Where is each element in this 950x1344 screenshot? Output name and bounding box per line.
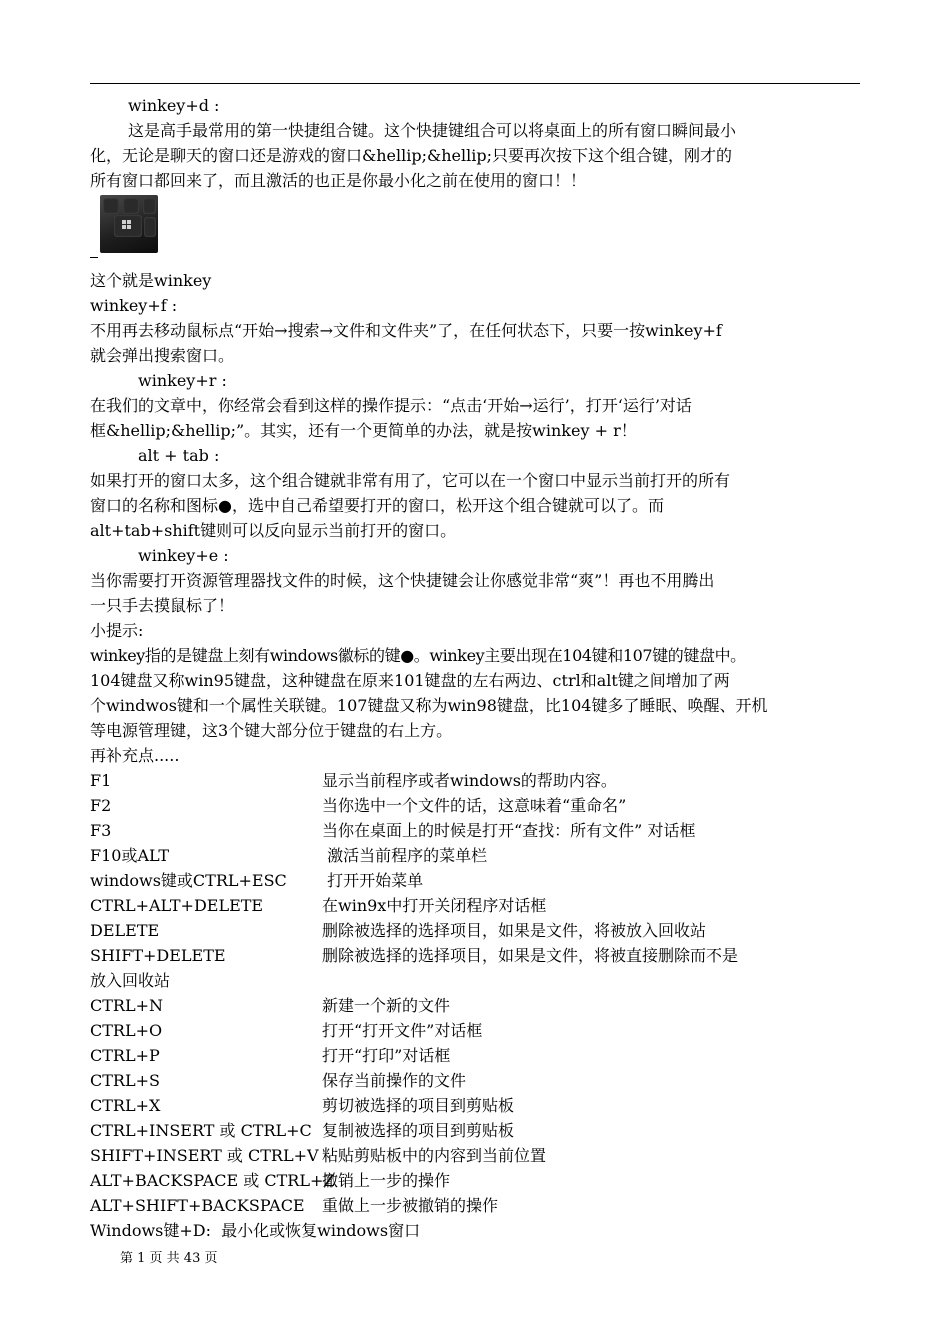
paragraph-line: 这是高手最常用的第一快捷组合键。这个快捷键组合可以将桌面上的所有窗口瞬间最小 [128,121,737,140]
paragraph-line: 不用再去移动鼠标点“开始→搜索→文件和文件夹”了，在任何状态下，只要一按winkey+f [90,321,722,340]
shortcut-key: F1 [90,771,112,790]
tip-title: 小提示: [90,621,144,640]
shortcut-row [90,1168,865,1193]
shortcut-row [90,1193,865,1218]
shortcut-key: CTRL+P [90,1046,160,1065]
shortcut-desc: 删除被选择的选择项目，如果是文件，将被直接删除而不是 [322,946,739,965]
shortcut-row [90,1018,865,1043]
shortcut-last-line: Windows键+D: 最小化或恢复windows窗口 [90,1221,421,1240]
shortcut-desc: 打开“打印”对话框 [322,1046,451,1065]
shortcut-table [90,768,865,1243]
tip-line: 等电源管理键，这3个键大部分位于键盘的右上方。 [90,721,453,740]
shortcut-desc: 显示当前程序或者windows的帮助内容。 [322,771,617,790]
shortcut-desc: 剪切被选择的项目到剪贴板 [322,1096,515,1115]
paragraph-line: alt+tab+shift键则可以反向显示当前打开的窗口。 [90,521,457,540]
shortcut-desc: 打开“打开文件”对话框 [322,1021,483,1040]
shortcut-desc: 在win9x中打开关闭程序对话框 [322,896,547,915]
heading-alt-tab: alt + tab : [138,446,220,465]
heading-winkey-d: winkey+d : [128,96,220,115]
paragraph-line: 如果打开的窗口太多，这个组合键就非常有用了，它可以在一个窗口中显示当前打开的所有 [90,471,731,490]
shortcut-key: F2 [90,796,112,815]
paragraph-line: 化，无论是聊天的窗口还是游戏的窗口&hellip;&hellip;只要再次按下这个组合键，刚才的 [90,146,733,165]
shortcut-desc: 打开开始菜单 [322,871,424,890]
shortcut-key: CTRL+O [90,1021,163,1040]
shortcut-row [90,843,865,868]
shortcut-desc: 复制被选择的项目到剪贴板 [322,1121,515,1140]
shortcut-row [90,868,865,893]
heading-winkey-f: winkey+f : [90,296,178,315]
paragraph-line: 窗口的名称和图标●，选中自己希望要打开的窗口，松开这个组合键就可以了。而 [90,496,664,515]
shortcut-row [90,768,865,793]
shortcut-desc: 重做上一步被撤销的操作 [322,1196,499,1215]
paragraph-line: 一只手去摸鼠标了！ [90,596,235,615]
shortcut-row [90,1043,865,1068]
paragraph-line: 在我们的文章中，你经常会看到这样的操作提示：“点击‘开始→运行’，打开‘运行’对话 [90,396,692,415]
shortcut-desc: 激活当前程序的菜单栏 [322,846,488,865]
shortcut-key: ALT+BACKSPACE 或 CTRL+Z [90,1171,335,1190]
shortcut-key: CTRL+ALT+DELETE [90,896,264,915]
shortcut-key: ALT+SHIFT+BACKSPACE [90,1196,305,1215]
shortcut-row [90,1093,865,1118]
shortcut-row [90,943,865,968]
image-caption: 这个就是winkey [90,271,212,290]
header-rule [90,83,860,84]
tip-line: 104键盘又称win95键盘，这种键盘在原来101键盘的左右两边、ctrl和alt键之间增加了两 [90,671,730,690]
paragraph-line: 所有窗口都回来了，而且激活的也正是你最小化之前在使用的窗口！！ [90,171,587,190]
shortcut-desc: 删除被选择的选择项目，如果是文件，将被放入回收站 [322,921,707,940]
image-anchor-mark [90,249,98,258]
paragraph-line: 就会弹出搜索窗口。 [90,346,235,365]
shortcut-key: F10或ALT [90,846,170,865]
shortcut-row [90,793,865,818]
tip-line: winkey指的是键盘上刻有windows徽标的键●。winkey主要出现在104键和107键的键盘中。 [90,646,746,665]
shortcut-key: CTRL+S [90,1071,160,1090]
heading-winkey-r: winkey+r : [138,371,227,390]
shortcut-row [90,1068,865,1093]
shortcut-row [90,1143,865,1168]
shortcut-key: SHIFT+DELETE [90,946,226,965]
paragraph-line: 当你需要打开资源管理器找文件的时候，这个快捷键会让你感觉非常“爽”！再也不用腾出 [90,571,715,590]
heading-winkey-e: winkey+e : [138,546,229,565]
windows-logo-icon [122,220,132,230]
shortcut-row [90,1118,865,1143]
shortcut-key: windows键或CTRL+ESC [90,871,287,890]
document-body [90,93,865,1243]
shortcut-row [90,918,865,943]
shortcut-desc-continuation: 放入回收站 [90,971,171,990]
page-footer: 第 1 页 共 43 页 [120,1251,218,1266]
shortcut-desc: 粘贴剪贴板中的内容到当前位置 [322,1146,547,1165]
shortcut-row [90,818,865,843]
shortcut-row [90,893,865,918]
shortcut-desc: 当你在桌面上的时候是打开“查找：所有文件” 对话框 [322,821,696,840]
shortcut-desc: 新建一个新的文件 [322,996,451,1015]
more-heading: 再补充点..... [90,746,180,765]
windows-key-photo [100,195,158,253]
shortcut-key: CTRL+INSERT 或 CTRL+C [90,1121,312,1140]
shortcut-desc: 当你选中一个文件的话，这意味着“重命名” [322,796,627,815]
paragraph-line: 框&hellip;&hellip;”。其实，还有一个更简单的办法，就是按winkey + r！ [90,421,637,440]
shortcut-key: CTRL+N [90,996,163,1015]
shortcut-desc: 保存当前操作的文件 [322,1071,467,1090]
tip-line: 个windwos键和一个属性关联键。107键盘又称为win98键盘，比104键多了睡眠、唤醒、开机 [90,696,768,715]
shortcut-key: DELETE [90,921,160,940]
shortcut-key: F3 [90,821,112,840]
shortcut-key: CTRL+X [90,1096,161,1115]
shortcut-desc: 撤销上一步的操作 [322,1171,451,1190]
shortcut-row [90,993,865,1018]
shortcut-key: SHIFT+INSERT 或 CTRL+V [90,1146,319,1165]
